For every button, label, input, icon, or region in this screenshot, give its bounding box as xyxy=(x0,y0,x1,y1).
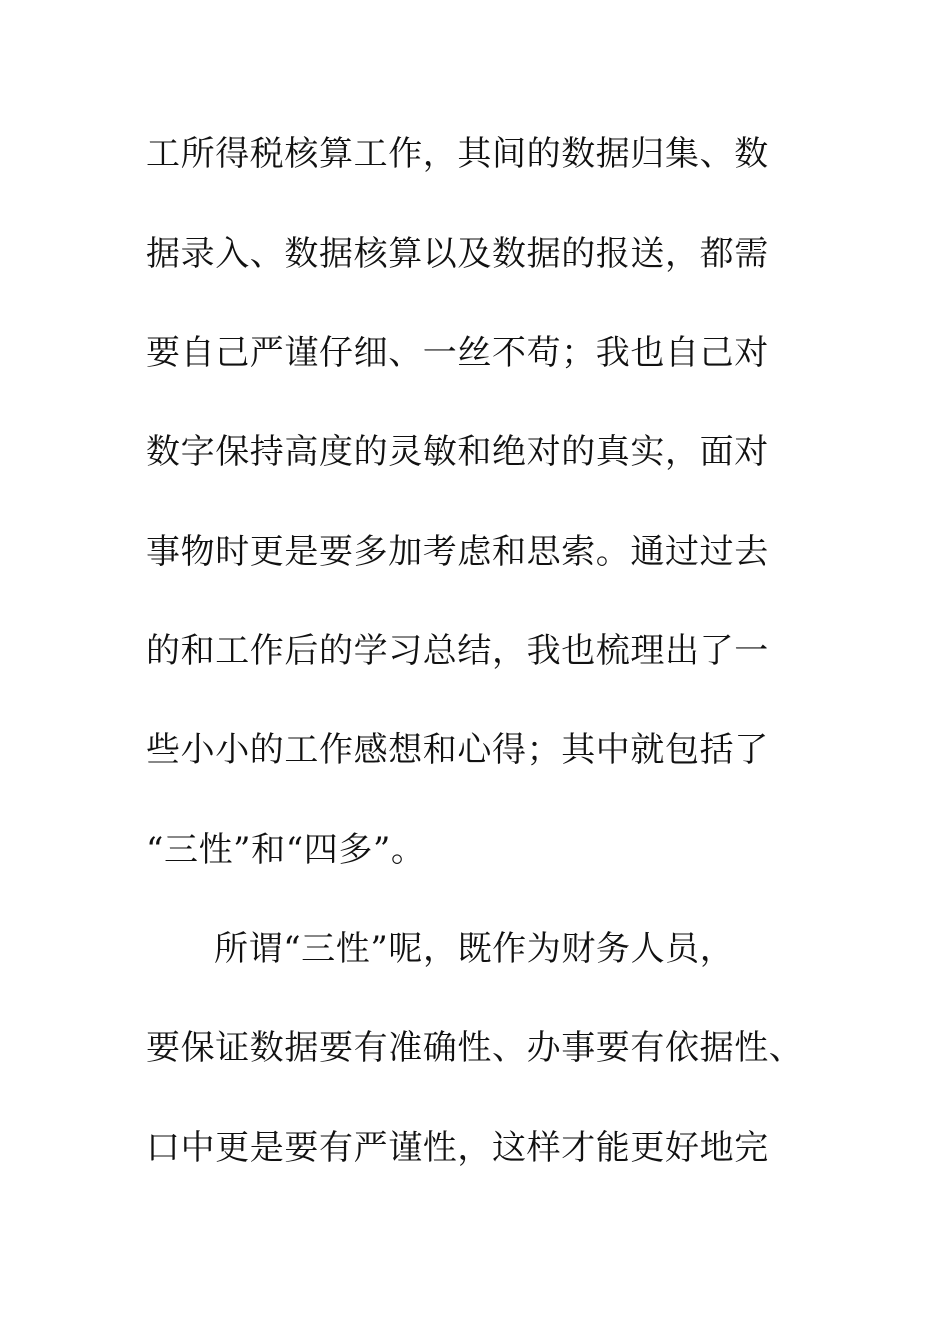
text-line: 的和工作后的学习总结，我也梳理出了一 xyxy=(146,631,769,671)
text-line: “三性”和“四多”。 xyxy=(146,830,426,870)
text-line: 工所得税核算工作，其间的数据归集、数 xyxy=(146,134,769,174)
text-line: 些小小的工作感想和心得；其中就包括了 xyxy=(146,730,769,770)
text-line: 要自己严谨仔细、一丝不苟；我也自己对 xyxy=(146,333,769,373)
text-line: 要保证数据要有准确性、办事要有依据性、 xyxy=(146,1028,804,1068)
text-line: 据录入、数据核算以及数据的报送，都需 xyxy=(146,234,769,274)
text-line: 事物时更是要多加考虑和思索。通过过去 xyxy=(146,532,769,572)
paragraph-first-line: 所谓“三性”呢，既作为财务人员， xyxy=(214,929,735,969)
text-line: 数字保持高度的灵敏和绝对的真实，面对 xyxy=(146,432,769,472)
text-line: 口中更是要有严谨性，这样才能更好地完 xyxy=(146,1128,769,1168)
